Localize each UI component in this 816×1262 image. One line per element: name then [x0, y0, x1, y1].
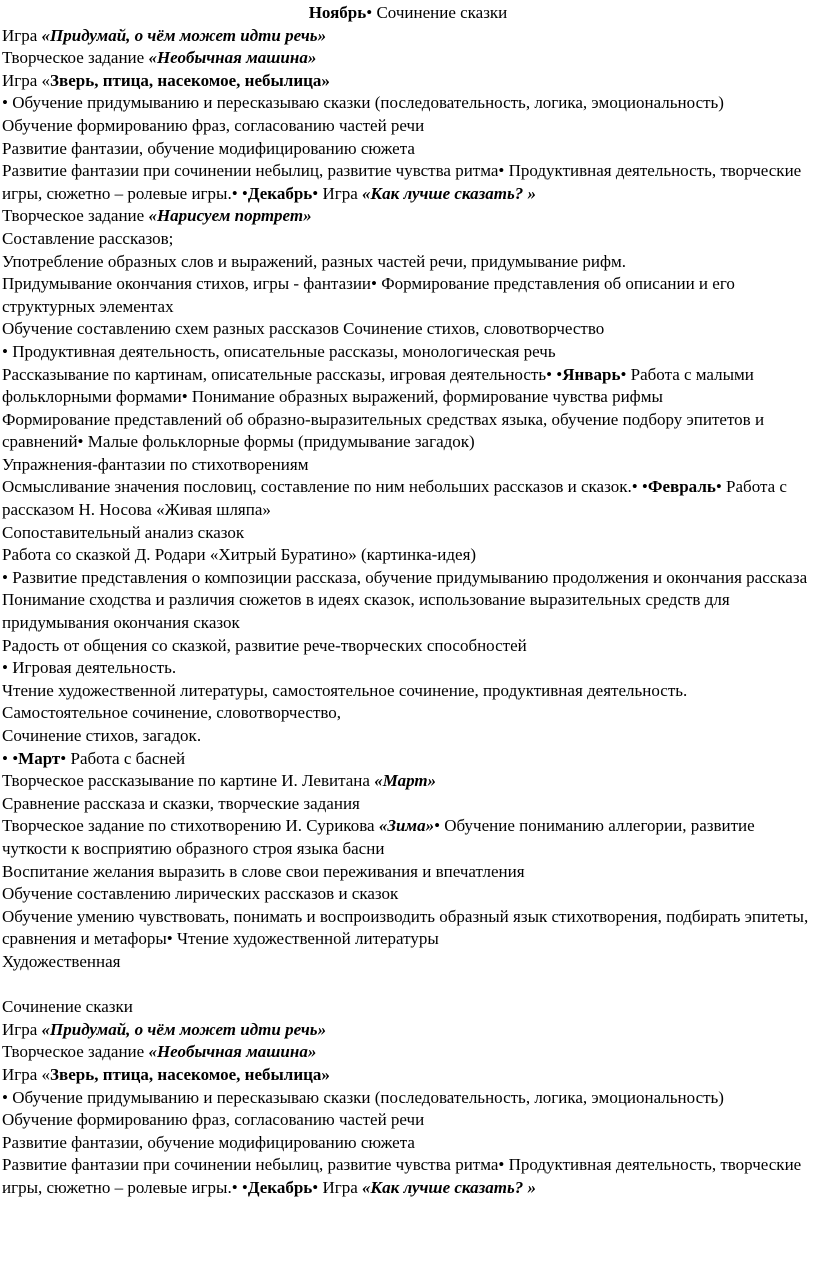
text: • Работа с рассказом Н. Носова «Живая шляпа»	[2, 477, 787, 520]
paragraph	[2, 1019, 814, 1042]
text: Игра «	[2, 1064, 51, 1084]
paragraph: Упражнения-фантазии по стихотворениям	[2, 454, 309, 474]
paragraph	[2, 770, 814, 793]
text: • Обучение пониманию аллегории, развитие чуткости к восприятию образного строя языка басни	[2, 816, 755, 858]
paragraph: Работа со сказкой Д. Родари «Хитрый Буратино» (картинка-идея)	[2, 545, 477, 565]
document-page	[2, 2, 814, 1199]
text: • Работа с басней	[60, 748, 186, 768]
paragraph: Понимание сходства и различия сюжетов в идеях сказок, использование выразительных средств для придумывания окончания сказок	[2, 590, 730, 633]
heading-title: Сочинение сказки	[372, 3, 508, 22]
paragraph: Обучение формированию фраз, согласованию частей речи	[2, 115, 425, 135]
paragraph: Обучение составлению схем разных рассказов Сочинение стихов, словотворчество	[2, 319, 605, 339]
painting-title: «Март»	[374, 771, 437, 791]
paragraph	[2, 1064, 814, 1087]
paragraph: Сочинение сказки	[2, 997, 133, 1017]
paragraph	[2, 476, 814, 521]
game-title: «Придумай, о чём может идти речь»	[41, 1019, 327, 1039]
paragraph: Художественная	[2, 951, 121, 971]
paragraph: • Продуктивная деятельность, описательные рассказы, монологическая речь	[2, 341, 556, 361]
poem-title: «Зима»	[378, 816, 435, 836]
game-title: Зверь, птица, насекомое, небылица»	[50, 70, 330, 90]
paragraph: • Обучение придумыванию и пересказываю сказки (последовательность, логика, эмоциональность)	[2, 93, 724, 113]
game-title: Зверь, птица, насекомое, небылица»	[50, 1064, 330, 1084]
month-december: Декабрь	[247, 183, 313, 203]
text: Творческое рассказывание по картине И. Левитана	[2, 771, 375, 791]
spacer	[2, 974, 814, 997]
text: Развитие фантазии при сочинении небылиц, развитие чувства ритма• Продуктивная деятельность, творческие игры, сюжетно – ролевые игры.• •	[2, 1155, 802, 1197]
paragraph: Воспитание желания выразить в слове свои переживания и впечатления	[2, 861, 525, 881]
paragraph	[2, 47, 814, 70]
paragraph	[2, 748, 814, 771]
paragraph: • Развитие представления о композиции рассказа, обучение придумыванию продолжения и окончания рассказа	[2, 567, 808, 587]
paragraph	[2, 364, 814, 409]
paragraph: Чтение художественной литературы, самостоятельное сочинение, продуктивная деятельность.	[2, 680, 688, 700]
paragraph	[2, 160, 814, 205]
paragraph	[2, 815, 814, 860]
paragraph: Самостоятельное сочинение, словотворчество,	[2, 703, 342, 723]
paragraph: • Обучение придумыванию и пересказываю сказки (последовательность, логика, эмоциональность)	[2, 1087, 724, 1107]
text: • Работа с малыми фольклорными формами• Понимание образных выражений, формирование чувства рифмы	[2, 364, 754, 407]
paragraph: Развитие фантазии, обучение модифицированию сюжета	[2, 1132, 415, 1152]
document-heading	[2, 2, 814, 25]
month-december: Декабрь	[247, 1177, 313, 1197]
paragraph: Обучение формированию фраз, согласованию частей речи	[2, 1110, 425, 1130]
paragraph	[2, 205, 814, 228]
month-january: Январь	[562, 364, 621, 384]
game-title: «Как лучше сказать? »	[362, 1177, 536, 1197]
paragraph: Формирование представлений об образно-выразительных средствах языка, обучение подбору эпитетов и сравнений• Малые фольклорные формы (придумывание загадок)	[2, 409, 765, 452]
text: Игра	[2, 25, 42, 45]
text: Осмысливание значения пословиц, составление по ним небольших рассказов и сказок.• •	[2, 477, 648, 497]
text: • Игра	[312, 1177, 363, 1197]
paragraph: Употребление образных слов и выражений, разных частей речи, придумывание рифм.	[2, 251, 627, 271]
text: Игра	[2, 1019, 42, 1039]
text: Игра «	[2, 70, 51, 90]
bullet: •	[366, 3, 373, 22]
text: • •	[2, 748, 19, 768]
game-title: «Придумай, о чём может идти речь»	[41, 25, 327, 45]
text: Творческое задание по стихотворению И. Сурикова	[2, 816, 379, 836]
paragraph: Радость от общения со сказкой, развитие рече-творческих способностей	[2, 635, 527, 655]
month-november: Ноябрь	[308, 3, 367, 22]
text: Развитие фантазии при сочинении небылиц, развитие чувства ритма• Продуктивная деятельность, творческие игры, сюжетно – ролевые игры.• •	[2, 161, 802, 203]
month-february: Февраль	[647, 477, 716, 497]
paragraph	[2, 1041, 814, 1064]
text: • Игра	[312, 183, 363, 203]
paragraph	[2, 25, 814, 48]
paragraph: Сравнение рассказа и сказки, творческие задания	[2, 793, 360, 813]
task-title: «Необычная машина»	[148, 1042, 317, 1062]
paragraph	[2, 70, 814, 93]
paragraph	[2, 1154, 814, 1199]
paragraph: Обучение составлению лирических рассказов и сказок	[2, 884, 399, 904]
text: Творческое задание	[2, 206, 149, 226]
paragraph: Сочинение стихов, загадок.	[2, 726, 202, 745]
paragraph: Развитие фантазии, обучение модифицированию сюжета	[2, 138, 415, 158]
paragraph: Придумывание окончания стихов, игры - фантазии• Формирование представления об описании и его структурных элементах	[2, 274, 735, 316]
game-title: «Как лучше сказать? »	[362, 183, 536, 203]
task-title: «Нарисуем портрет»	[148, 206, 312, 226]
text: Рассказывание по картинам, описательные рассказы, игровая деятельность• •	[2, 364, 563, 384]
paragraph: Составление рассказов;	[2, 228, 174, 248]
task-title: «Необычная машина»	[148, 48, 317, 68]
text: Творческое задание	[2, 48, 149, 68]
paragraph: • Игровая деятельность.	[2, 658, 177, 678]
paragraph: Обучение умению чувствовать, понимать и воспроизводить образный язык стихотворения, подбирать эпитеты, сравнения и метафоры• Чтение художественной литературы	[2, 906, 809, 949]
text: Творческое задание	[2, 1042, 149, 1062]
paragraph: Сопоставительный анализ сказок	[2, 522, 245, 542]
month-march: Март	[18, 748, 61, 768]
